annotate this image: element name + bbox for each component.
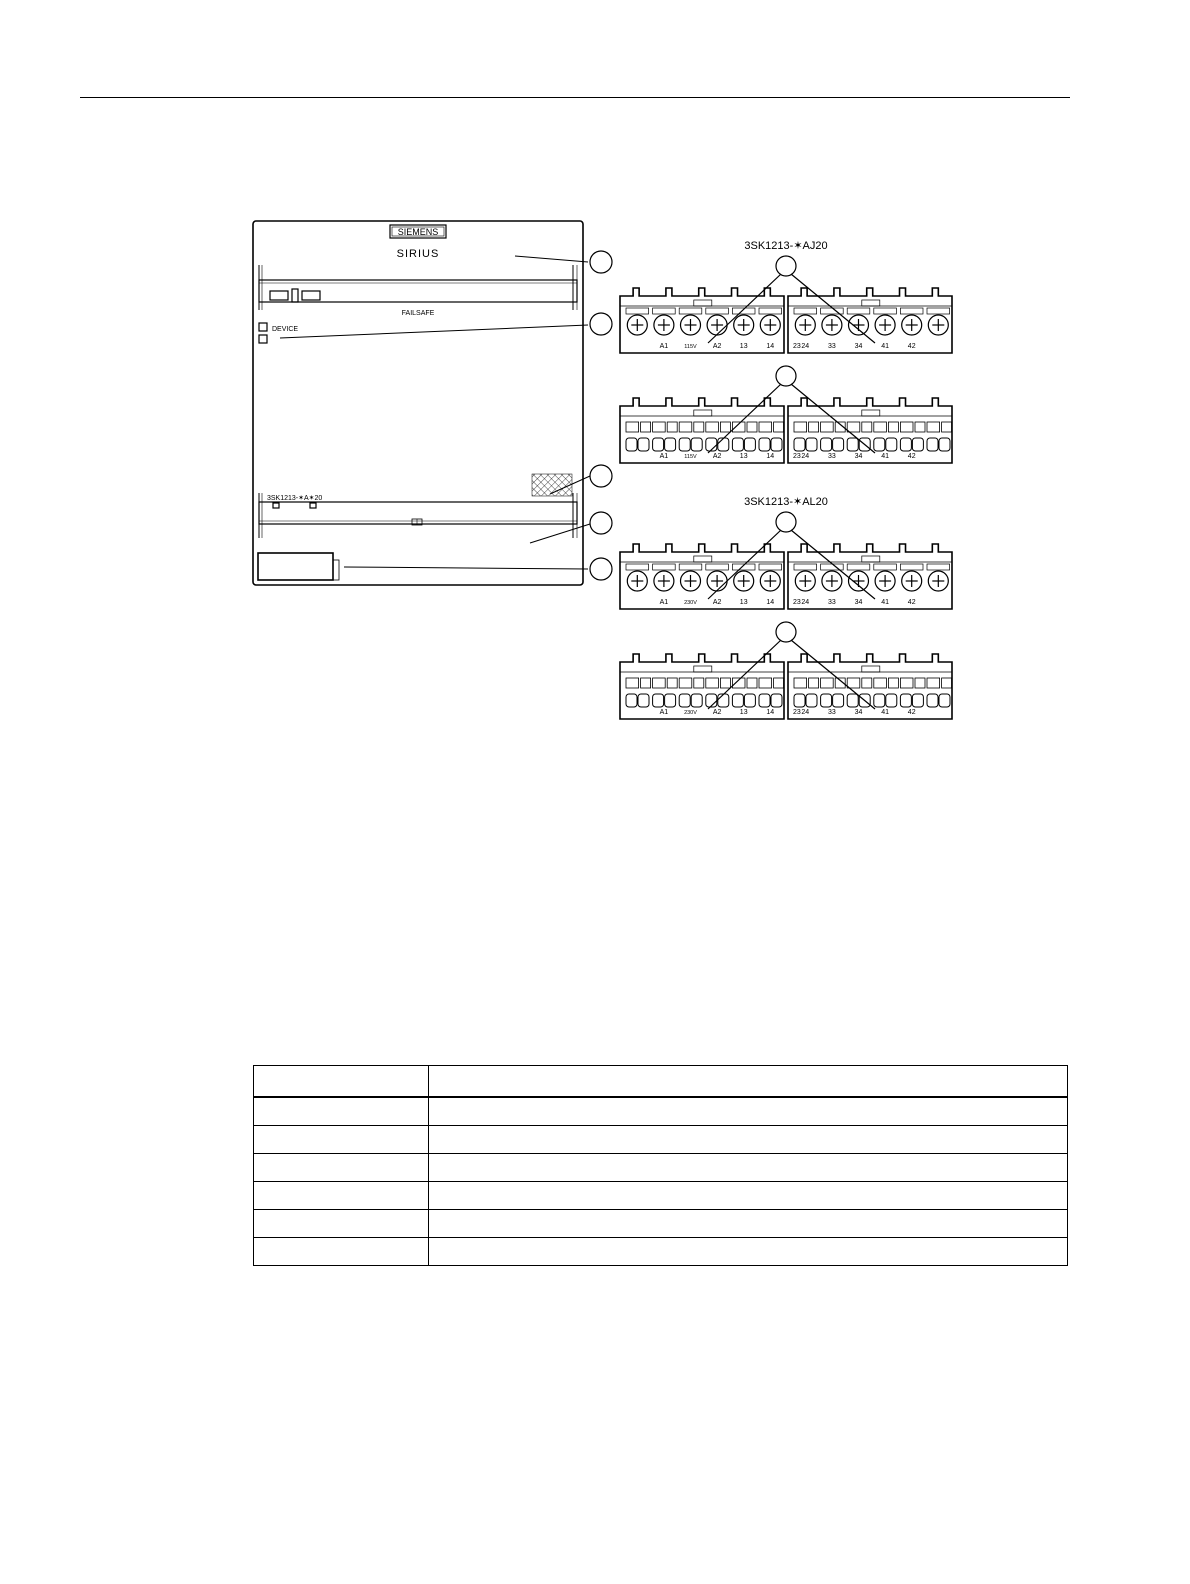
terminal-label: 24 [801,343,810,350]
terminal-label: 115V [684,344,697,350]
status-led-1 [270,291,288,300]
table-cell [254,1182,429,1210]
terminal-rows [620,256,952,719]
terminal-label: A1 [659,343,669,350]
terminal-label: A1 [659,709,669,716]
table-row [254,1097,1068,1126]
terminal-label: 13 [739,709,748,716]
terminal-label: 33 [828,599,836,606]
terminal-label: 23 [793,343,801,350]
table-row [254,1154,1068,1182]
terminal-label: 230V [684,710,697,716]
terminal-label: 115V [684,454,697,460]
second-led [259,335,267,343]
terminal-label: 14 [766,709,775,716]
terminal-label: 34 [854,709,863,716]
table-cell [429,1210,1068,1238]
terminal-label: 34 [854,599,863,606]
brand-text: SIEMENS [397,227,439,237]
table-row [254,1182,1068,1210]
terminal-label: 23 [793,453,801,460]
terminal-label: 13 [739,453,748,460]
terminal-label: A2 [712,453,722,460]
terminal-label: 42 [907,343,916,350]
legend-table [253,1065,1068,1266]
table-header-row [254,1066,1068,1098]
table-row [254,1210,1068,1238]
callout-2 [590,313,612,335]
terminal-label: 24 [801,599,810,606]
table-cell [254,1238,429,1266]
table-row [254,1126,1068,1154]
device-front-view-figure [240,210,970,730]
table-cell [254,1126,429,1154]
table-cell [254,1210,429,1238]
variant-al-title: 3SK1213-✶AL20 [744,496,828,508]
terminal-label: 24 [801,453,810,460]
terminal-block-al-screw [620,512,952,609]
terminal-label: A2 [712,709,722,716]
table-cell [429,1126,1068,1154]
table-cell [429,1066,1068,1098]
terminal-label: 41 [881,343,889,350]
table-cell [429,1238,1068,1266]
header-rule [80,97,1070,98]
device-type-label: 3SK1213-✶A✶20 [267,495,323,502]
device-label: DEVICE [272,326,299,333]
terminal-label: 230V [684,600,697,606]
terminal-label: A2 [712,599,722,606]
terminal-label: 41 [881,453,889,460]
terminal-label: 42 [907,599,916,606]
failsafe-label: FAILSAFE [401,310,435,317]
terminal-label: 34 [854,343,863,350]
terminal-label: 33 [828,453,836,460]
terminal-label: 23 [793,709,801,716]
terminal-block-aj-screw [620,256,952,353]
table-cell [254,1154,429,1182]
callout-terminal-al-spring [776,622,796,642]
table-row [254,1238,1068,1266]
status-led-2 [292,289,298,302]
callout-1 [590,251,612,273]
inscription-label [258,553,333,580]
terminal-label: 33 [828,343,836,350]
terminal-label: 33 [828,709,836,716]
terminal-label: 14 [766,599,775,606]
terminal-label: A1 [659,599,669,606]
terminal-label: 13 [739,343,748,350]
callout-terminal-aj-spring [776,366,796,386]
terminal-block-al-spring [620,622,952,719]
terminal-label: 14 [766,343,775,350]
callout-terminal-aj-screw [776,256,796,276]
device-housing [253,221,583,585]
device-led [259,323,267,331]
terminal-label: 13 [739,599,748,606]
terminal-block-aj-spring [620,366,952,463]
status-led-3 [302,291,320,300]
table-cell [429,1097,1068,1126]
terminal-label: 42 [907,709,916,716]
device-callouts [280,251,612,580]
callout-4 [590,512,612,534]
callout-terminal-al-screw [776,512,796,532]
terminal-label: 42 [907,453,916,460]
table-cell [429,1182,1068,1210]
terminal-label: A2 [712,343,722,350]
terminal-label: 14 [766,453,775,460]
table-cell [429,1154,1068,1182]
table-cell [254,1066,429,1098]
product-text: SIRIUS [396,248,440,260]
callout-5 [590,558,612,580]
terminal-label: 34 [854,453,863,460]
table-cell [254,1097,429,1126]
variant-aj-title: 3SK1213-✶AJ20 [744,240,828,252]
terminal-label: 41 [881,709,889,716]
terminal-label: A1 [659,453,669,460]
terminal-label: 24 [801,709,810,716]
callout-3 [590,465,612,487]
terminal-label: 23 [793,599,801,606]
terminal-label: 41 [881,599,889,606]
